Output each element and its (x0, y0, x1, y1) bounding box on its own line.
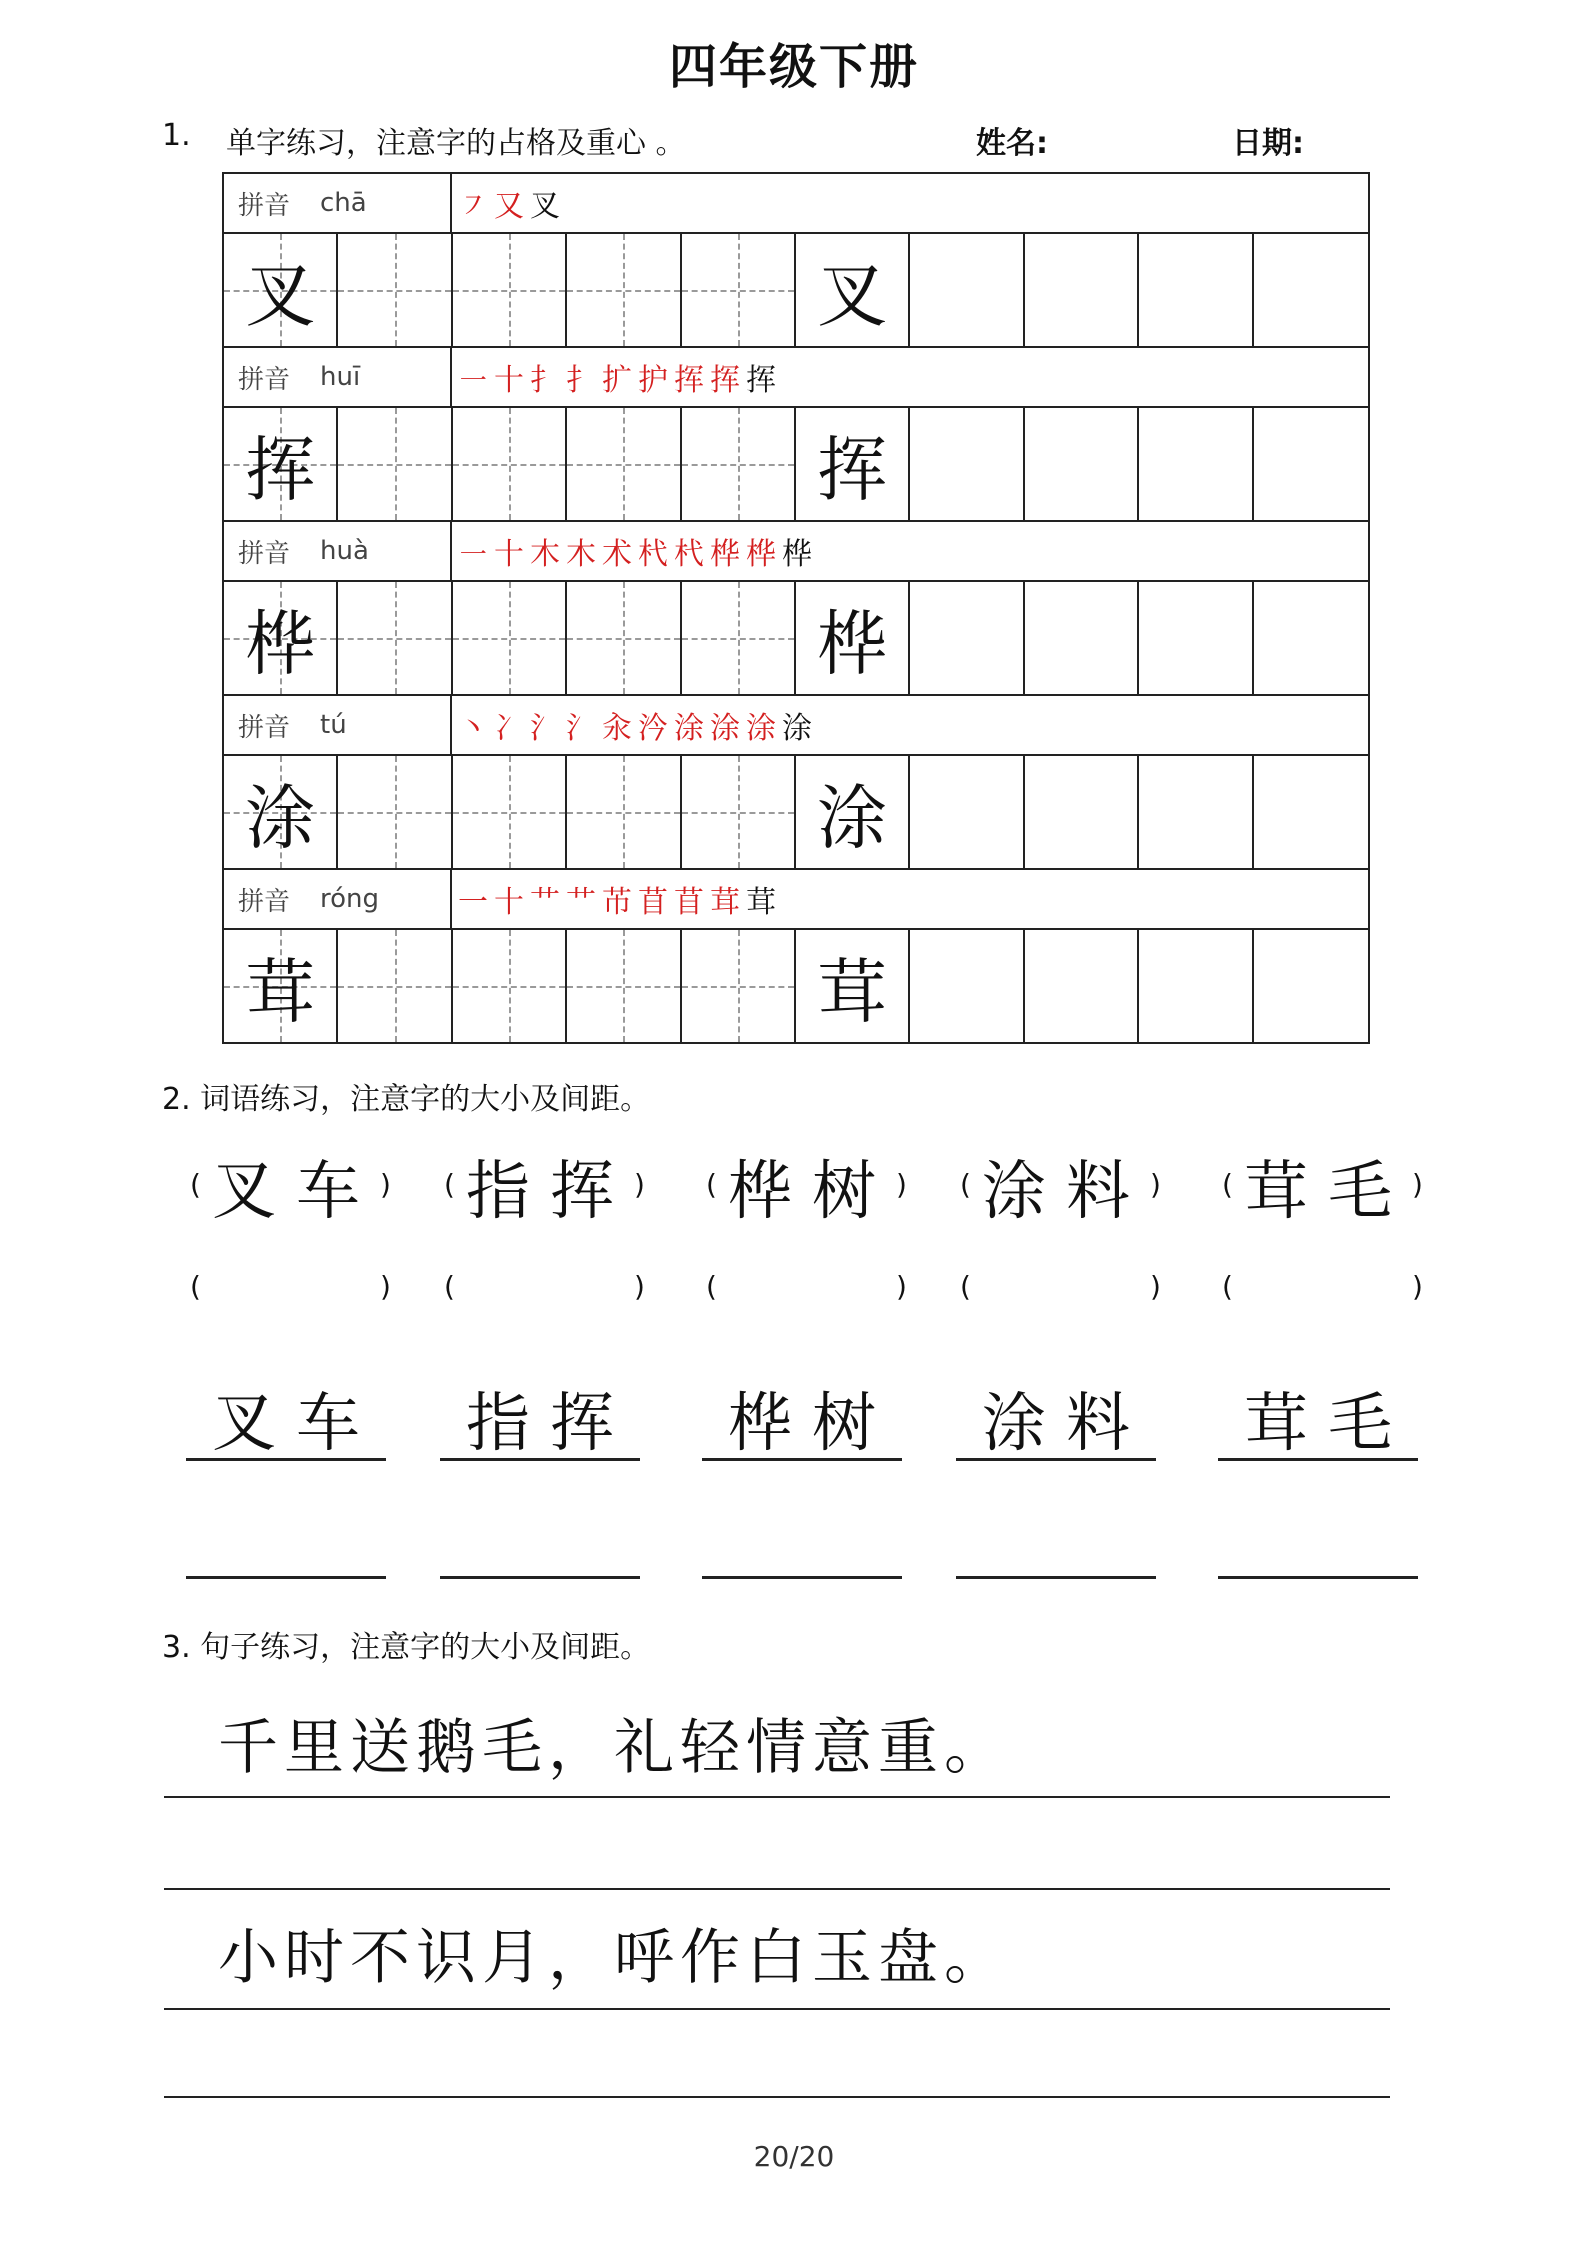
character-row (224, 756, 1368, 870)
stroke-step: 汆 (602, 711, 632, 746)
practice-cell[interactable] (682, 756, 796, 868)
stroke-step: 木 (566, 537, 596, 572)
practice-cell[interactable] (338, 930, 452, 1042)
stroke-step: 扌 (566, 363, 596, 398)
section3-heading: 3. 句子练习，注意字的大小及间距。 (162, 1630, 651, 1665)
practice-cell[interactable] (567, 234, 681, 346)
pinyin-row (224, 870, 1368, 930)
practice-cell[interactable] (338, 234, 452, 346)
practice-cell[interactable] (1139, 756, 1253, 868)
practice-cell[interactable] (567, 408, 681, 520)
practice-cell[interactable] (1254, 756, 1368, 868)
practice-cell[interactable] (567, 582, 681, 694)
name-label: 姓名: (976, 126, 1048, 161)
word-paren-open: ( (1222, 1168, 1233, 1201)
stroke-step: 汵 (638, 711, 668, 746)
stroke-order (452, 348, 1368, 406)
practice-character: 茸 (245, 950, 316, 1033)
stroke-step: 护 (638, 363, 668, 398)
stroke-step: ㇇ (458, 189, 488, 224)
word-writing-line[interactable] (956, 1576, 1156, 1579)
practice-cell[interactable] (1025, 234, 1139, 346)
pinyin-answer-close: ) (634, 1270, 645, 1303)
stroke-step: 氵 (566, 711, 596, 746)
sentence-writing-line[interactable] (164, 2096, 1390, 2098)
model-character-cell (224, 756, 338, 868)
stroke-step: 挥 (710, 363, 740, 398)
word-paren-open: ( (960, 1168, 971, 1201)
word-paren-close: ) (1150, 1168, 1161, 1201)
pinyin-answer-open: ( (960, 1270, 971, 1303)
practice-cell[interactable] (567, 756, 681, 868)
stroke-step: ㇐ (458, 363, 488, 398)
stroke-step: 木 (530, 537, 560, 572)
practice-cell[interactable] (682, 408, 796, 520)
pinyin-answer-close: ) (380, 1270, 391, 1303)
practice-cell[interactable] (682, 234, 796, 346)
pinyin-value: chā (320, 188, 367, 218)
word-paren-close: ) (896, 1168, 907, 1201)
practice-cell[interactable] (1025, 930, 1139, 1042)
sentence-underline (164, 1796, 1390, 1798)
stroke-order (452, 870, 1368, 928)
word-writing-line[interactable] (186, 1576, 386, 1579)
word-underline (1218, 1458, 1418, 1461)
word-paren-open: ( (444, 1168, 455, 1201)
pinyin-value: róng (320, 884, 380, 914)
stroke-step: 涂 (782, 711, 812, 746)
practice-cell[interactable] (338, 408, 452, 520)
stroke-step: 茸 (746, 885, 776, 920)
character-practice-grid (222, 172, 1370, 1044)
pinyin-label: 拼音 (238, 364, 291, 395)
word-model: 叉车 (212, 1387, 380, 1461)
practice-cell[interactable] (682, 582, 796, 694)
stroke-step: 扌 (530, 363, 560, 398)
word-underline (440, 1458, 640, 1461)
word-with-pinyin-slot: 指挥 (466, 1155, 634, 1229)
stroke-step: 桦 (710, 537, 740, 572)
stroke-step: 挥 (746, 363, 776, 398)
word-underline (702, 1458, 902, 1461)
stroke-step: 桦 (782, 537, 812, 572)
stroke-step: 艹 (530, 885, 560, 920)
practice-character: 桦 (245, 602, 316, 685)
word-writing-line[interactable] (1218, 1576, 1418, 1579)
practice-cell[interactable] (1254, 582, 1368, 694)
practice-character: 桦 (817, 602, 888, 685)
model-character-cell (224, 582, 338, 694)
practice-character: 挥 (245, 428, 316, 511)
sentence-writing-line[interactable] (164, 1888, 1390, 1890)
stroke-step: 苜 (638, 885, 668, 920)
word-with-pinyin-slot: 涂料 (982, 1155, 1150, 1229)
pinyin-answer-open: ( (1222, 1270, 1233, 1303)
pinyin-answer-open: ( (706, 1270, 717, 1303)
word-underline (956, 1458, 1156, 1461)
practice-cell[interactable] (1139, 234, 1253, 346)
date-label: 日期: (1232, 126, 1304, 161)
practice-character: 叉 (817, 254, 888, 337)
pinyin-row (224, 696, 1368, 756)
practice-cell[interactable] (338, 582, 452, 694)
stroke-step: 氵 (530, 711, 560, 746)
pinyin-answer-close: ) (896, 1270, 907, 1303)
trace-character-cell (796, 930, 910, 1042)
practice-character: 挥 (817, 428, 888, 511)
word-writing-line[interactable] (440, 1576, 640, 1579)
section2-heading: 2. 词语练习，注意字的大小及间距。 (162, 1082, 651, 1117)
pinyin-answer-open: ( (444, 1270, 455, 1303)
pinyin-answer-close: ) (1150, 1270, 1161, 1303)
stroke-order (452, 522, 1368, 580)
practice-cell[interactable] (910, 234, 1024, 346)
stroke-step: 十 (494, 885, 524, 920)
word-paren-open: ( (706, 1168, 717, 1201)
practice-cell[interactable] (1254, 930, 1368, 1042)
practice-cell[interactable] (1025, 408, 1139, 520)
trace-character-cell (796, 408, 910, 520)
pinyin-cell (224, 870, 452, 928)
word-paren-close: ) (634, 1168, 645, 1201)
stroke-step: 涂 (746, 711, 776, 746)
stroke-step: 冫 (494, 711, 524, 746)
stroke-step: 叉 (530, 189, 560, 224)
practice-cell[interactable] (338, 756, 452, 868)
word-underline (186, 1458, 386, 1461)
practice-character: 涂 (245, 776, 316, 859)
stroke-order (452, 174, 1368, 232)
pinyin-cell (224, 174, 452, 232)
pinyin-value: tú (320, 710, 347, 740)
word-paren-close: ) (1412, 1168, 1423, 1201)
pinyin-label: 拼音 (238, 190, 291, 221)
character-row (224, 582, 1368, 696)
stroke-step: 茸 (710, 885, 740, 920)
practice-cell[interactable] (910, 408, 1024, 520)
pinyin-cell (224, 696, 452, 754)
practice-cell[interactable] (682, 930, 796, 1042)
section1-heading: 单字练习，注意字的占格及重心 。 (226, 126, 686, 161)
sentence-underline (164, 2008, 1390, 2010)
practice-cell[interactable] (1139, 408, 1253, 520)
practice-cell[interactable] (1025, 582, 1139, 694)
practice-cell[interactable] (453, 930, 567, 1042)
practice-cell[interactable] (453, 408, 567, 520)
word-model: 指挥 (466, 1387, 634, 1461)
word-paren-open: ( (190, 1168, 201, 1201)
word-paren-close: ) (380, 1168, 391, 1201)
pinyin-answer-close: ) (1412, 1270, 1423, 1303)
page-number: 20/20 (753, 2140, 835, 2173)
practice-cell[interactable] (1254, 408, 1368, 520)
character-row (224, 234, 1368, 348)
practice-character: 叉 (245, 254, 316, 337)
stroke-step: 桦 (746, 537, 776, 572)
trace-character-cell (796, 234, 910, 346)
practice-cell[interactable] (1254, 234, 1368, 346)
stroke-step: 又 (494, 189, 524, 224)
stroke-step: 丶 (458, 711, 488, 746)
practice-cell[interactable] (1139, 930, 1253, 1042)
pinyin-row (224, 522, 1368, 582)
model-character-cell (224, 930, 338, 1042)
section1-number: 1. (162, 118, 191, 153)
practice-cell[interactable] (453, 234, 567, 346)
model-character-cell (224, 408, 338, 520)
stroke-order (452, 696, 1368, 754)
stroke-step: 挥 (674, 363, 704, 398)
stroke-step: 十 (494, 537, 524, 572)
stroke-step: 芇 (602, 885, 632, 920)
pinyin-value: huà (320, 536, 369, 566)
practice-character: 涂 (817, 776, 888, 859)
pinyin-label: 拼音 (238, 886, 291, 917)
trace-character-cell (796, 756, 910, 868)
page-title: 四年级下册 (668, 39, 919, 95)
sentence-model: 小时不识月，呼作白玉盘。 (218, 1923, 1010, 1993)
word-model: 茸毛 (1244, 1387, 1412, 1461)
practice-character: 茸 (817, 950, 888, 1033)
practice-cell[interactable] (910, 582, 1024, 694)
character-row (224, 408, 1368, 522)
word-with-pinyin-slot: 茸毛 (1244, 1155, 1412, 1229)
pinyin-label: 拼音 (238, 538, 291, 569)
sentence-model: 千里送鹅毛，礼轻情意重。 (218, 1713, 1010, 1783)
pinyin-row (224, 174, 1368, 234)
practice-cell[interactable] (453, 756, 567, 868)
stroke-step: 杙 (638, 537, 668, 572)
word-model: 涂料 (982, 1387, 1150, 1461)
pinyin-cell (224, 522, 452, 580)
stroke-step: 杙 (674, 537, 704, 572)
stroke-step: 艹 (566, 885, 596, 920)
stroke-step: 扩 (602, 363, 632, 398)
word-with-pinyin-slot: 叉车 (212, 1155, 380, 1229)
character-row (224, 930, 1368, 1042)
stroke-step: ㇐ (458, 537, 488, 572)
pinyin-answer-open: ( (190, 1270, 201, 1303)
practice-cell[interactable] (1025, 756, 1139, 868)
model-character-cell (224, 234, 338, 346)
word-with-pinyin-slot: 桦树 (728, 1155, 896, 1229)
practice-cell[interactable] (453, 582, 567, 694)
pinyin-cell (224, 348, 452, 406)
stroke-step: 涂 (710, 711, 740, 746)
practice-cell[interactable] (910, 756, 1024, 868)
word-writing-line[interactable] (702, 1576, 902, 1579)
trace-character-cell (796, 582, 910, 694)
pinyin-label: 拼音 (238, 712, 291, 743)
stroke-step: 苜 (674, 885, 704, 920)
stroke-step: 十 (494, 363, 524, 398)
pinyin-value: huī (320, 362, 361, 392)
stroke-step: 一 (458, 885, 488, 920)
stroke-step: 术 (602, 537, 632, 572)
word-model: 桦树 (728, 1387, 896, 1461)
practice-cell[interactable] (910, 930, 1024, 1042)
practice-cell[interactable] (567, 930, 681, 1042)
practice-cell[interactable] (1139, 582, 1253, 694)
pinyin-row (224, 348, 1368, 408)
stroke-step: 涂 (674, 711, 704, 746)
